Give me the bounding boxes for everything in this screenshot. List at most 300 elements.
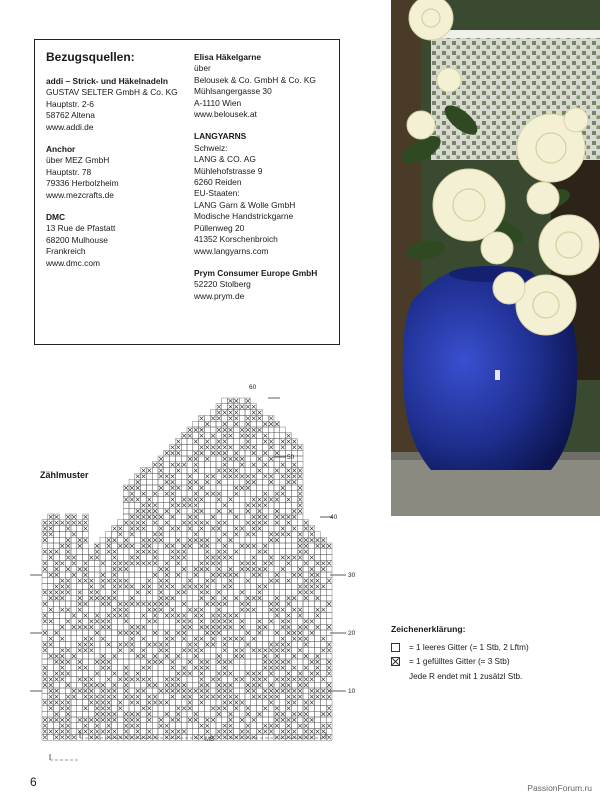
filled-mesh-mark [211, 573, 215, 577]
filled-mesh-mark [263, 677, 267, 681]
chart-cell [257, 462, 263, 468]
chart-cell [210, 549, 216, 555]
filled-mesh-mark [321, 735, 325, 739]
chart-cell [152, 636, 158, 642]
chart-cell [233, 688, 239, 694]
filled-mesh-mark [217, 654, 221, 658]
chart-cell [158, 665, 164, 671]
filled-mesh-mark [321, 677, 325, 681]
filled-mesh-mark [200, 648, 204, 652]
filled-mesh-mark [269, 689, 273, 693]
chart-cell [286, 584, 292, 590]
chart-cell [257, 700, 263, 706]
filled-mesh-mark [229, 399, 233, 403]
filled-mesh-mark [159, 602, 163, 606]
chart-cell [233, 566, 239, 572]
chart-cell [245, 618, 251, 624]
chart-cell [158, 705, 164, 711]
source-line: 68200 Mulhouse [46, 234, 108, 245]
filled-mesh-mark [304, 701, 308, 705]
chart-cell [123, 531, 129, 537]
chart-cell [262, 607, 268, 613]
filled-mesh-mark [101, 596, 105, 600]
filled-mesh-mark [229, 683, 233, 687]
filled-mesh-mark [287, 701, 291, 705]
legend-row-empty [391, 642, 591, 656]
filled-mesh-mark [292, 509, 296, 513]
chart-cell [274, 555, 280, 561]
filled-mesh-mark [176, 590, 180, 594]
chart-cell [141, 711, 147, 717]
filled-mesh-mark [263, 440, 267, 444]
chart-cell [262, 700, 268, 706]
chart-cell [210, 427, 216, 433]
filled-mesh-mark [234, 451, 238, 455]
filled-mesh-mark [275, 451, 279, 455]
filled-mesh-mark [101, 712, 105, 716]
chart-cell [164, 468, 170, 474]
chart-cell [280, 723, 286, 729]
chart-cell [309, 624, 315, 630]
chart-cell [210, 589, 216, 595]
filled-mesh-mark [223, 556, 227, 560]
filled-mesh-mark [200, 544, 204, 548]
filled-mesh-mark [281, 619, 285, 623]
filled-mesh-mark [263, 544, 267, 548]
chart-cell [320, 595, 326, 601]
chart-cell [83, 618, 89, 624]
filled-mesh-mark [217, 498, 221, 502]
chart-cell [274, 560, 280, 566]
filled-mesh-mark [223, 469, 227, 473]
filled-mesh-mark [240, 602, 244, 606]
filled-mesh-mark [205, 561, 209, 565]
filled-mesh-mark [130, 602, 134, 606]
chart-cell [175, 543, 181, 549]
filled-mesh-mark [66, 544, 70, 548]
chart-cell [239, 572, 245, 578]
chart-cell [309, 595, 315, 601]
filled-mesh-mark [60, 677, 64, 681]
chart-cell [65, 531, 71, 537]
chart-cell [170, 572, 176, 578]
chart-cell [251, 421, 257, 427]
filled-mesh-mark [223, 532, 227, 536]
filled-mesh-mark [60, 666, 64, 670]
filled-mesh-mark [200, 724, 204, 728]
filled-mesh-mark [89, 619, 93, 623]
filled-mesh-mark [49, 706, 53, 710]
filled-mesh-mark [223, 648, 227, 652]
chart-cell [257, 479, 263, 485]
chart-cell [228, 642, 234, 648]
filled-mesh-mark [217, 509, 221, 513]
filled-mesh-mark [147, 503, 151, 507]
chart-cell [291, 682, 297, 688]
filled-mesh-mark [55, 718, 59, 722]
filled-mesh-mark [118, 643, 122, 647]
filled-mesh-mark [136, 474, 140, 478]
filled-mesh-mark [142, 735, 146, 739]
filled-mesh-mark [287, 619, 291, 623]
chart-cell [274, 624, 280, 630]
chart-cell [158, 613, 164, 619]
chart-cell [326, 549, 332, 555]
filled-mesh-mark [66, 701, 70, 705]
filled-mesh-mark [66, 556, 70, 560]
filled-mesh-mark [292, 596, 296, 600]
filled-mesh-mark [107, 619, 111, 623]
chart-cell [262, 613, 268, 619]
filled-mesh-mark [84, 602, 88, 606]
filled-mesh-mark [89, 579, 93, 583]
filled-mesh-mark [200, 567, 204, 571]
chart-cell [152, 676, 158, 682]
filled-mesh-mark [316, 672, 320, 676]
chart-cell [187, 468, 193, 474]
filled-mesh-mark [287, 579, 291, 583]
filled-mesh-mark [252, 561, 256, 565]
filled-mesh-mark [298, 677, 302, 681]
chart-cell [233, 659, 239, 665]
chart-cell [262, 711, 268, 717]
chart-cell [42, 659, 48, 665]
chart-cell [204, 526, 210, 532]
chart-cell [193, 555, 199, 561]
filled-mesh-mark [165, 631, 169, 635]
chart-cell [88, 723, 94, 729]
filled-mesh-mark [234, 515, 238, 519]
chart-cell [286, 665, 292, 671]
filled-mesh-mark [113, 561, 117, 565]
page-number: 6 [30, 775, 37, 789]
filled-mesh-mark [60, 590, 64, 594]
filled-mesh-mark [49, 573, 53, 577]
chart-cell [106, 584, 112, 590]
chart-cell [210, 479, 216, 485]
chart-cell [297, 601, 303, 607]
filled-mesh-mark [234, 614, 238, 618]
chart-cell [239, 584, 245, 590]
chart-cell [291, 549, 297, 555]
filled-mesh-mark [229, 585, 233, 589]
chart-cell [135, 705, 141, 711]
filled-mesh-mark [107, 718, 111, 722]
filled-mesh-mark [176, 445, 180, 449]
filled-mesh-mark [310, 735, 314, 739]
chart-cell [326, 613, 332, 619]
chart-cell [135, 659, 141, 665]
chart-cell [309, 665, 315, 671]
filled-mesh-mark [159, 643, 163, 647]
filled-mesh-mark [205, 602, 209, 606]
chart-cell [106, 630, 112, 636]
filled-mesh-mark [275, 579, 279, 583]
chart-cell [286, 508, 292, 514]
filled-mesh-mark [240, 735, 244, 739]
filled-mesh-mark [101, 683, 105, 687]
filled-mesh-mark [130, 561, 134, 565]
filled-mesh-mark [188, 585, 192, 589]
chart-cell [204, 705, 210, 711]
chart-cell [193, 549, 199, 555]
filled-mesh-mark [153, 614, 157, 618]
filled-mesh-mark [55, 695, 59, 699]
chart-cell [181, 653, 187, 659]
filled-mesh-mark [176, 672, 180, 676]
chart-cell [123, 508, 129, 514]
filled-mesh-mark [89, 683, 93, 687]
filled-mesh-mark [142, 677, 146, 681]
filled-mesh-mark [142, 585, 146, 589]
chart-cell [320, 682, 326, 688]
chart-cell [54, 613, 60, 619]
filled-mesh-mark [113, 585, 117, 589]
roses-vase-photo [391, 0, 600, 516]
chart-cell [262, 427, 268, 433]
filled-mesh-mark [176, 561, 180, 565]
chart-cell [141, 479, 147, 485]
source-line: 6260 Reiden [194, 177, 242, 188]
filled-mesh-mark [43, 631, 47, 635]
filled-mesh-mark [229, 474, 233, 478]
chart-cell [54, 647, 60, 653]
filled-mesh-mark [252, 405, 256, 409]
filled-mesh-mark [275, 677, 279, 681]
filled-mesh-mark [182, 625, 186, 629]
filled-mesh-mark [223, 585, 227, 589]
filled-mesh-mark [281, 486, 285, 490]
filled-mesh-mark [194, 440, 198, 444]
filled-mesh-mark [95, 660, 99, 664]
chart-cell [164, 607, 170, 613]
chart-cell [193, 485, 199, 491]
filled-mesh-mark [304, 637, 308, 641]
filled-mesh-mark [287, 718, 291, 722]
filled-mesh-mark [43, 532, 47, 536]
filled-mesh-mark [298, 614, 302, 618]
chart-cell [117, 653, 123, 659]
filled-mesh-mark [246, 643, 250, 647]
chart-cell [123, 659, 129, 665]
filled-mesh-mark [60, 637, 64, 641]
source-line: 41352 Korschenbroich [194, 234, 278, 245]
chart-cell [233, 537, 239, 543]
filled-mesh-mark [327, 706, 331, 710]
chart-cell [71, 526, 77, 532]
chart-cell [210, 723, 216, 729]
chart-cell [233, 665, 239, 671]
filled-mesh-mark [194, 469, 198, 473]
chart-cell [204, 502, 210, 508]
chart-cell [181, 642, 187, 648]
chart-cell [251, 618, 257, 624]
chart-cell [262, 595, 268, 601]
chart-cell [309, 682, 315, 688]
filled-mesh-mark [205, 724, 209, 728]
chart-cell [193, 526, 199, 532]
filled-mesh-mark [159, 532, 163, 536]
filled-mesh-mark [142, 706, 146, 710]
chart-cell [129, 572, 135, 578]
chart-cell [228, 549, 234, 555]
chart-cell [315, 723, 321, 729]
chart-cell [262, 589, 268, 595]
filled-mesh-mark [327, 625, 331, 629]
filled-mesh-mark [188, 608, 192, 612]
filled-mesh-mark [182, 602, 186, 606]
chart-cell [146, 653, 152, 659]
chart-cell [233, 502, 239, 508]
chart-cell [233, 589, 239, 595]
chart-cell [100, 642, 106, 648]
filled-mesh-mark [269, 445, 273, 449]
filled-mesh-mark [275, 631, 279, 635]
filled-mesh-mark [118, 648, 122, 652]
filled-mesh-mark [281, 474, 285, 478]
filled-mesh-mark [234, 474, 238, 478]
filled-mesh-mark [200, 416, 204, 420]
filled-mesh-mark [136, 654, 140, 658]
filled-mesh-mark [43, 666, 47, 670]
chart-cell [65, 613, 71, 619]
filled-mesh-mark [118, 602, 122, 606]
chart-cell [280, 427, 286, 433]
chart-cell [181, 734, 187, 740]
chart-cell [204, 671, 210, 677]
chart-cell [129, 578, 135, 584]
filled-mesh-mark [89, 637, 93, 641]
filled-mesh-mark [205, 718, 209, 722]
chart-cell [77, 630, 83, 636]
filled-mesh-mark [246, 480, 250, 484]
filled-mesh-mark [281, 625, 285, 629]
chart-cell [88, 711, 94, 717]
chart-cell [54, 537, 60, 543]
filled-mesh-mark [107, 579, 111, 583]
chart-cell [135, 566, 141, 572]
filled-mesh-mark [136, 509, 140, 513]
chart-cell [65, 560, 71, 566]
filled-mesh-mark [113, 654, 117, 658]
filled-mesh-mark [246, 631, 250, 635]
chart-cell [54, 636, 60, 642]
chart-cell [170, 630, 176, 636]
chart-cell [164, 624, 170, 630]
filled-mesh-mark [147, 515, 151, 519]
chart-cell [280, 549, 286, 555]
chart-cell [42, 607, 48, 613]
filled-mesh-mark [269, 422, 273, 426]
filled-mesh-mark [142, 544, 146, 548]
chart-cell [245, 584, 251, 590]
chart-cell [239, 642, 245, 648]
filled-mesh-mark [217, 631, 221, 635]
source-name: LANGYARNS [194, 131, 247, 142]
filled-mesh-mark [304, 712, 308, 716]
filled-mesh-mark [43, 724, 47, 728]
chart-cell [199, 473, 205, 479]
chart-cell [71, 578, 77, 584]
chart-cell [297, 642, 303, 648]
chart-cell [239, 468, 245, 474]
chart-cell [257, 688, 263, 694]
filled-mesh-mark [298, 538, 302, 542]
chart-cell [42, 624, 48, 630]
chart-cell [326, 653, 332, 659]
filled-mesh-mark [310, 573, 314, 577]
chart-cell [326, 636, 332, 642]
filled-mesh-mark [287, 474, 291, 478]
chart-cell [280, 700, 286, 706]
filled-mesh-mark [205, 689, 209, 693]
filled-mesh-mark [49, 596, 53, 600]
chart-cell [152, 468, 158, 474]
chart-cell [239, 688, 245, 694]
chart-cell [94, 624, 100, 630]
filled-mesh-mark [281, 689, 285, 693]
chart-cell [222, 676, 228, 682]
filled-mesh-mark [246, 579, 250, 583]
filled-mesh-mark [223, 637, 227, 641]
filled-mesh-mark [107, 706, 111, 710]
filled-mesh-mark [316, 689, 320, 693]
filled-mesh-mark [298, 556, 302, 560]
chart-cell [274, 671, 280, 677]
filled-mesh-mark [194, 538, 198, 542]
chart-cell [59, 642, 65, 648]
chart-cell [274, 636, 280, 642]
chart-cell [251, 659, 257, 665]
source-line: über MEZ GmbH [46, 155, 110, 166]
filled-mesh-mark [165, 544, 169, 548]
chart-cell [77, 723, 83, 729]
chart-cell [187, 723, 193, 729]
filled-mesh-mark [200, 590, 204, 594]
chart-cell [309, 636, 315, 642]
chart-cell [303, 601, 309, 607]
filled-mesh-mark [200, 527, 204, 531]
chart-cell [129, 502, 135, 508]
filled-mesh-mark [95, 556, 99, 560]
filled-mesh-mark [298, 590, 302, 594]
chart-cell [158, 549, 164, 555]
chart-cell [193, 444, 199, 450]
filled-mesh-mark [55, 689, 59, 693]
filled-mesh-mark [124, 521, 128, 525]
filled-mesh-mark [234, 706, 238, 710]
chart-cell [54, 607, 60, 613]
chart-cell [158, 676, 164, 682]
chart-cell [274, 502, 280, 508]
filled-mesh-mark [258, 550, 262, 554]
chart-cell [210, 647, 216, 653]
chart-cell [135, 491, 141, 497]
filled-mesh-mark [176, 735, 180, 739]
chart-cell [146, 630, 152, 636]
chart-cell [181, 607, 187, 613]
chart-cell [83, 584, 89, 590]
filled-mesh-mark [124, 602, 128, 606]
filled-mesh-mark [159, 579, 163, 583]
chart-cell [152, 723, 158, 729]
chart-cell [233, 427, 239, 433]
chart-cell [210, 682, 216, 688]
filled-mesh-mark [223, 735, 227, 739]
chart-cell [315, 531, 321, 537]
chart-cell [199, 717, 205, 723]
filled-mesh-mark [229, 735, 233, 739]
